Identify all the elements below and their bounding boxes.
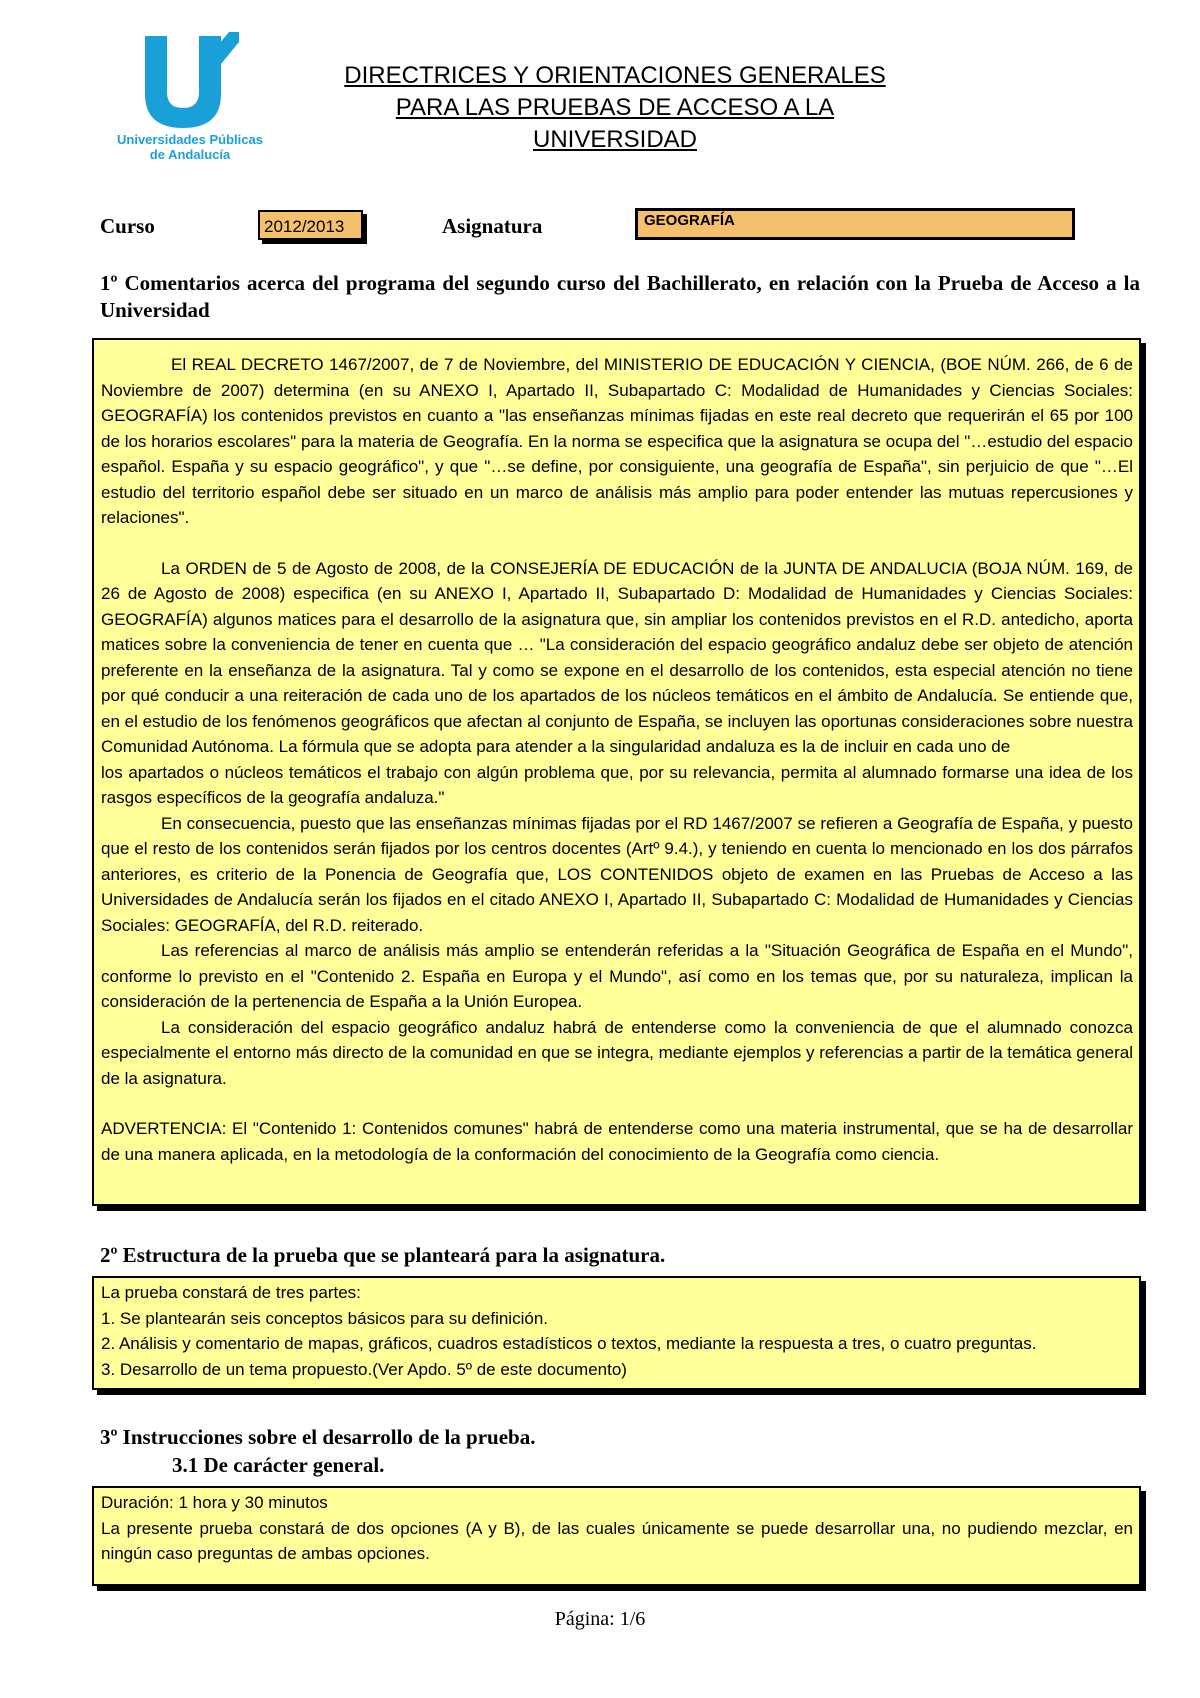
section1-paragraph: Las referencias al marco de análisis más amplio se entenderán referidas a la "Situación Geográfica de España en el Mundo", conforme lo previsto en el "Contenido 2. España en Europa y el Mundo", así como en los temas que, por su naturaleza, implican la consideración de la pertenencia de España a la Unión Europea. [101,941,1133,1011]
section1-heading: 1º Comentarios acerca del programa del segundo curso del Bachillerato, en relación con la Prueba de Acceso a la Universidad [100,271,1140,322]
section1-paragraph: ADVERTENCIA: El "Contenido 1: Contenidos comunes" habrá de entenderse como una materia instrumental, que se ha de desarrollar de una manera aplicada, en la metodología de la conformación del conocimiento de la Geografía como ciencia. [101,1119,1133,1164]
u-logo-icon [105,28,275,132]
universidades-logo [105,28,275,168]
section1-box [92,338,1141,1206]
section1-paragraph: En consecuencia, puesto que las enseñanzas mínimas fijadas por el RD 1467/2007 se refieren a Geografía de España, y puesto que el resto de los contenidos serán fijados por los centros docentes (Artº 9.4.), y teniendo en cuenta lo mencionado en los dos párrafos anteriores, es criterio de la Ponencia de Geografía que, LOS CONTENIDOS objeto de examen en las Pruebas de Acceso a las Universidades de Andalucía serán los fijados en el citado ANEXO I, Apartado II, Subapartado C: Modalidad de Humanidades y Ciencias Sociales: GEOGRAFÍA, del R.D. reiterado. [101,813,1133,935]
logo-line1: Universidades Públicas [117,132,263,147]
page-number: Página: 1/6 [554,1608,646,1630]
section2-line: 1. Se plantearán seis conceptos básicos para su definición. [101,1308,548,1328]
curso-label: Curso [100,214,155,238]
logo-line2: de Andalucía [149,147,231,162]
document-title [340,60,890,156]
section1-paragraph: los apartados o núcleos temáticos el trabajo con algún problema que, por su relevancia, permita al alumnado formarse una idea de los rasgos específicos de la geografía andaluza." [101,762,1133,807]
section1-paragraph: El REAL DECRETO 1467/2007, de 7 de Noviembre, del MINISTERIO DE EDUCACIÓN Y CIENCIA, (BOE NÚM. 266, de 6 de Noviembre de 2007) determina (en su ANEXO I, Apartado II, Subapartado C: Modalidad de Humanidades y Ciencias Sociales: GEOGRAFÍA) los contenidos previstos en cuanto a "las enseñanzas mínimas fijadas en este real decreto que requerirán el 65 por 100 de los horarios escolares" para la materia de Geografía. En la norma se especifica que la asignatura se ocupa del "…estudio del espacio español. España y su espacio geográfico", y que "…se define, por consiguiente, una geografía de España", sin perjuicio de que "…El estudio del territorio español debe ser situado en un marco de análisis más amplio para poder entender las mutuas repercusiones y relaciones". [101,355,1133,527]
section1-paragraph: La ORDEN de 5 de Agosto de 2008, de la CONSEJERÍA DE EDUCACIÓN de la JUNTA DE ANDALUCIA (BOJA NÚM. 169, de 26 de Agosto de 2008) especifica (en su ANEXO I, Apartado II, Subapartado D: Modalidad de Humanidades y Ciencias Sociales: GEOGRAFÍA) algunos matices para el desarrollo de la asignatura que, sin ampliar los contenidos previstos en el R.D. antedicho, aporta matices sobre la conveniencia de tener en cuenta que … "La consideración del espacio geográfico andaluz debe ser objeto de atención preferente en la enseñanza de la asignatura. Tal y como se expone en el desarrollo de los contenidos, esta especial atención no tiene por qué conducir a una reiteración de cada uno de los apartados de los núcleos temáticos en el ámbito de Andalucía. Se entiende que, en el estudio de los fenómenos geográficos que afectan al conjunto de España, se incluyen las oportunas consideraciones sobre nuestra Comunidad Autónoma. La fórmula que se adopta para atender a la singularidad andaluza es la de incluir en cada uno de [101,558,1134,756]
section1-paragraph: La consideración del espacio geográfico andaluz habrá de entenderse como la conveniencia de que el alumnado conozca especialmente el entorno más directo de la comunidad en que se integra, mediante ejemplos y referencias a partir de la temática general de la asignatura. [101,1017,1133,1088]
section2-line: 2. Análisis y comentario de mapas, gráficos, cuadros estadísticos o textos, mediante la respuesta a tres, o cuatro preguntas. [101,1334,1037,1353]
section3-line: La presente prueba constará de dos opciones (A y B), de las cuales únicamente se puede desarrollar una, no pudiendo mezclar, en ningún caso preguntas de ambas opciones. [101,1518,1133,1563]
title-line1: DIRECTRICES Y ORIENTACIONES GENERALES [344,62,886,89]
curso-value: 2012/2013 [258,210,363,240]
section3-box [92,1486,1141,1586]
section2-heading: 2º Estructura de la prueba que se planteará para la asignatura. [100,1243,666,1267]
section2-box [92,1276,1141,1390]
section3-heading: 3º Instrucciones sobre el desarrollo de la prueba. [100,1425,536,1449]
section3-subheading: 3.1 De carácter general. [172,1453,385,1477]
section2-line: 3. Desarrollo de un tema propuesto.(Ver Apdo. 5º de este documento) [101,1359,627,1379]
logo-text [105,132,275,162]
section3-line: Duración: 1 hora y 30 minutos [101,1493,328,1512]
asignatura-value: GEOGRAFÍA [635,208,1075,240]
asignatura-label: Asignatura [442,214,543,238]
section2-line: La prueba constará de tres partes: [101,1283,361,1302]
title-line2: PARA LAS PRUEBAS DE ACCESO A LA UNIVERSIDAD [395,94,835,153]
